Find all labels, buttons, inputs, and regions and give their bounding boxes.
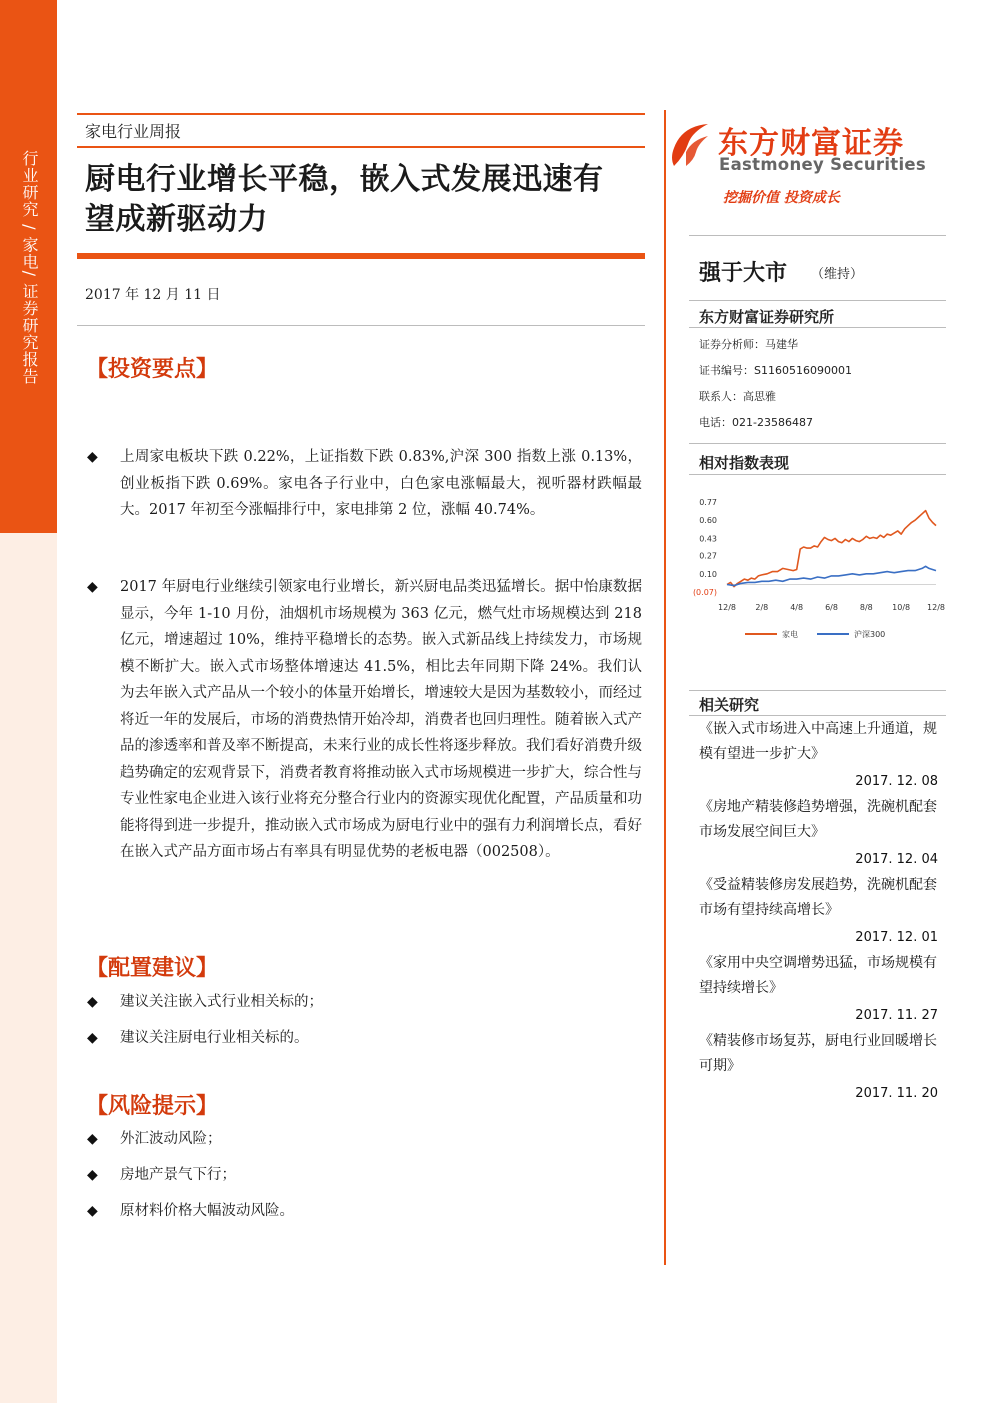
title-line-2: 望成新驱动力 xyxy=(85,202,268,237)
config-section-title: 【配置建议】 xyxy=(86,956,219,981)
y-tick-label: 0.10 xyxy=(699,569,717,579)
related-report-5-date: 2017. 11. 20 xyxy=(855,1086,938,1101)
report-type: 家电行业周报 xyxy=(85,122,182,141)
eastmoney-logo-icon xyxy=(668,118,712,170)
x-tick-label: 4/8 xyxy=(790,603,804,612)
y-tick-label: 0.27 xyxy=(699,551,717,561)
left-band-accent xyxy=(0,0,57,533)
diamond-bullet-icon: ◆ xyxy=(87,579,98,595)
invest-point-2-text: 2017 年厨电行业继续引领家电行业增长，新兴厨电品类迅猛增长。据中怡康数据显示，今年 1-10 月份，油烟机市场规模为 363 亿元，燃气灶市场规模达到 218 亿元，增速超过 10%，维持平稳增长的态势。嵌入式新品线上持续发力，市场规模不断扩大。嵌入式市场整体增速达 41.5%，相比去年同期下降 24%。我们认为去年嵌入式产品从一个较小的体量开始增长，增速较大是因为基数较小，而经过将近一年的发展后，市场的消费热情开始冷却，消费者也回归理性。随着嵌入式产品的渗透率和普及率不断提高，未来行业的成长性将逐步释放。我们看好消费升级趋势确定的宏观背景下，消费者教育将推动嵌入式市场规模进一步扩大，综合性与专业性家电企业进入该行业将充分整合行业内的资源实现优化配置，产品质量和功能将得到进一步提升，推动嵌入式市场成为厨电行业中的强有力利润增长点，看好在嵌入式产品方面市场占有率具有明显优势的老板电器（002508）。 xyxy=(120,579,642,860)
risk-section-title: 【风险提示】 xyxy=(86,1094,219,1119)
invest-point-2 xyxy=(87,574,647,866)
legend-label: 家电 xyxy=(782,630,798,639)
diamond-bullet-icon: ◆ xyxy=(87,994,98,1010)
right-rule-4 xyxy=(689,443,946,444)
risk-item-2 xyxy=(87,1162,236,1189)
related-report-4[interactable]: 《家用中央空调增势迅猛，市场规模有望持续增长》 xyxy=(699,955,937,996)
report-date: 2017 年 12 月 11 日 xyxy=(85,287,221,303)
diamond-bullet-icon: ◆ xyxy=(87,1131,98,1147)
rating-note: （维持） xyxy=(811,267,864,282)
phone: 电话：021-23586487 xyxy=(699,416,813,429)
right-rule-6 xyxy=(689,690,946,691)
chart-heading: 相对指数表现 xyxy=(699,454,790,472)
related-report-1[interactable]: 《嵌入式市场进入中高速上升通道，规模有望进一步扩大》 xyxy=(699,721,937,762)
contact: 联系人：高思雅 xyxy=(699,390,776,403)
sidebar-vertical-text: 行业研究 / 家电/ 证券研究报告 xyxy=(20,150,39,386)
institute-name: 东方财富证券研究所 xyxy=(699,308,835,326)
diamond-bullet-icon: ◆ xyxy=(87,1167,98,1183)
right-rule-2 xyxy=(689,300,946,301)
y-tick-label: 0.77 xyxy=(699,498,717,507)
diamond-bullet-icon: ◆ xyxy=(87,1030,98,1046)
page-title xyxy=(85,160,645,240)
y-tick-label: 0.60 xyxy=(699,516,717,526)
cert-number: 证书编号：S1160516090001 xyxy=(699,364,852,377)
config-item-1-text: 建议关注嵌入式行业相关标的； xyxy=(120,994,323,1011)
right-rule-7 xyxy=(689,715,946,716)
related-report-3-date: 2017. 12. 01 xyxy=(855,930,938,945)
invest-section-title: 【投资要点】 xyxy=(86,357,219,382)
diamond-bullet-icon: ◆ xyxy=(87,1203,98,1219)
diamond-bullet-icon: ◆ xyxy=(87,449,98,465)
column-divider xyxy=(664,110,666,1265)
left-band xyxy=(0,0,57,1403)
risk-item-1-text: 外汇波动风险； xyxy=(120,1131,222,1148)
risk-item-3 xyxy=(87,1198,294,1225)
x-tick-label: 10/8 xyxy=(892,603,911,612)
slogan: 挖掘价值 投资成长 xyxy=(723,190,840,206)
y-tick-label: 0.43 xyxy=(699,534,717,544)
invest-point-1 xyxy=(87,444,647,524)
date-rule xyxy=(77,325,645,326)
x-tick-label: 2/8 xyxy=(755,603,769,612)
related-report-2[interactable]: 《房地产精装修趋势增强，洗碗机配套市场发展空间巨大》 xyxy=(699,799,937,840)
analyst: 证券分析师：马建华 xyxy=(699,338,798,351)
related-report-4-date: 2017. 11. 27 xyxy=(855,1008,938,1023)
header-mid-rule xyxy=(77,146,645,148)
right-rule-5 xyxy=(689,474,946,475)
right-rule-3 xyxy=(689,327,946,328)
header-top-rule xyxy=(77,113,645,115)
legend-label: 沪深300 xyxy=(854,630,886,639)
logo-english-name: Eastmoney Securities xyxy=(719,155,927,174)
relative-index-chart xyxy=(689,486,946,656)
config-item-1 xyxy=(87,989,323,1016)
x-tick-label: 6/8 xyxy=(825,603,838,612)
title-bottom-rule xyxy=(77,253,645,259)
title-line-1: 厨电行业增长平稳，嵌入式发展迅速有 xyxy=(85,162,604,197)
related-report-5[interactable]: 《精装修市场复苏，厨电行业回暖增长可期》 xyxy=(699,1033,937,1074)
logo-chinese-name: 东方财富证券 xyxy=(718,126,904,161)
config-item-2-text: 建议关注厨电行业相关标的。 xyxy=(120,1030,309,1047)
related-report-1-date: 2017. 12. 08 xyxy=(855,774,938,789)
x-tick-label: 12/8 xyxy=(718,603,736,612)
risk-item-3-text: 原材料价格大幅波动风险。 xyxy=(120,1203,294,1220)
related-heading: 相关研究 xyxy=(699,696,760,714)
risk-item-2-text: 房地产景气下行； xyxy=(120,1167,236,1184)
risk-item-1 xyxy=(87,1126,222,1153)
x-tick-label: 8/8 xyxy=(859,603,873,612)
related-report-3[interactable]: 《受益精装修房发展趋势，洗碗机配套市场有望持续高增长》 xyxy=(699,877,937,918)
y-tick-label: (0.07) xyxy=(692,588,717,597)
invest-point-1-text: 上周家电板块下跌 0.22%，上证指数下跌 0.83%,沪深 300 指数上涨 0.13%，创业板指下跌 0.69%。家电各子行业中，白色家电涨幅最大，视听器材跌幅最大。2017 年初至今涨幅排行中，家电排第 2 位，涨幅 40.74%。 xyxy=(120,449,642,518)
x-tick-label: 12/8 xyxy=(927,603,945,612)
right-rule-1 xyxy=(689,235,946,236)
rating: 强于大市 xyxy=(699,261,788,286)
related-report-2-date: 2017. 12. 04 xyxy=(855,852,938,867)
config-item-2 xyxy=(87,1025,309,1052)
